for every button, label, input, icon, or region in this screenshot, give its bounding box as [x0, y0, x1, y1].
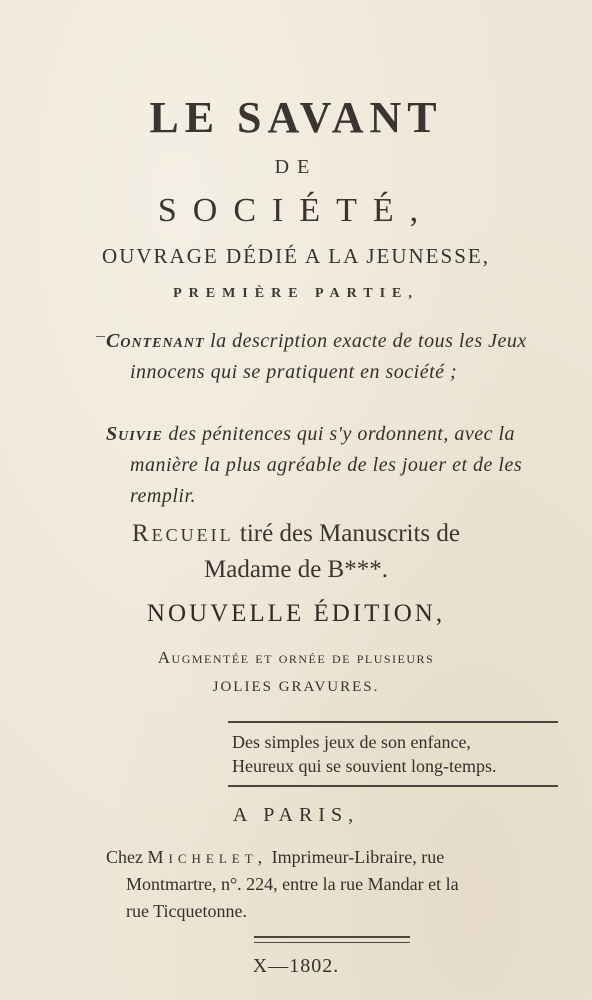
part-label: PREMIÈRE PARTIE,	[173, 286, 419, 301]
imprint-line2: Montmartre, n°. 224, entre la rue Mandar et la	[126, 874, 459, 894]
penalties-lead-word: Suivie	[106, 423, 163, 445]
rule-bottom	[228, 785, 558, 787]
epigraph-line-1: Des simples jeux de son enfance,	[232, 732, 471, 752]
source-lead-word: Recueil	[131, 520, 234, 547]
imprint-line3: rue Ticquetonne.	[126, 901, 247, 921]
date-rule-bottom	[254, 942, 410, 943]
engravings-note: JOLIES GRAVURES.	[212, 679, 380, 695]
dash-mark	[96, 336, 105, 337]
contents-lead-word: Contenant	[106, 330, 205, 352]
edition-note: Augmentée et ornée de plusieurs	[157, 648, 435, 667]
penalties-paragraph	[106, 419, 570, 512]
title-connector: DE	[274, 156, 318, 178]
epigraph-line-2: Heureux qui se souvient long-temps.	[232, 756, 497, 776]
book-title-second-line: SOCIÉTÉ,	[157, 192, 435, 229]
publication-place: A PARIS,	[232, 804, 360, 826]
source-text: tiré des Manuscrits de	[239, 520, 460, 547]
contents-text: la description exacte de tous les Jeux innocens qui se pratiquent en société ;	[130, 330, 527, 383]
date-rule-top	[254, 936, 410, 938]
dedication-subtitle: OUVRAGE DÉDIÉ A LA JEUNESSE,	[102, 244, 490, 268]
rule-top	[228, 721, 558, 723]
imprint-printer: Michelet,	[147, 847, 268, 867]
contents-paragraph	[106, 326, 570, 388]
publication-date: X—1802.	[252, 955, 340, 977]
source-line	[0, 520, 592, 548]
edition-heading: NOUVELLE ÉDITION,	[146, 600, 446, 627]
imprint-chez: Chez	[106, 847, 143, 867]
book-title: LE SAVANT	[149, 93, 443, 142]
source-author: Madame de B***.	[204, 556, 388, 583]
penalties-text: des pénitences qui s'y ordonnent, avec la manière la plus agréable de les jouer et de les remplir.	[130, 423, 523, 507]
imprint	[106, 844, 566, 925]
imprint-line1: Imprimeur-Libraire, rue	[271, 847, 445, 867]
